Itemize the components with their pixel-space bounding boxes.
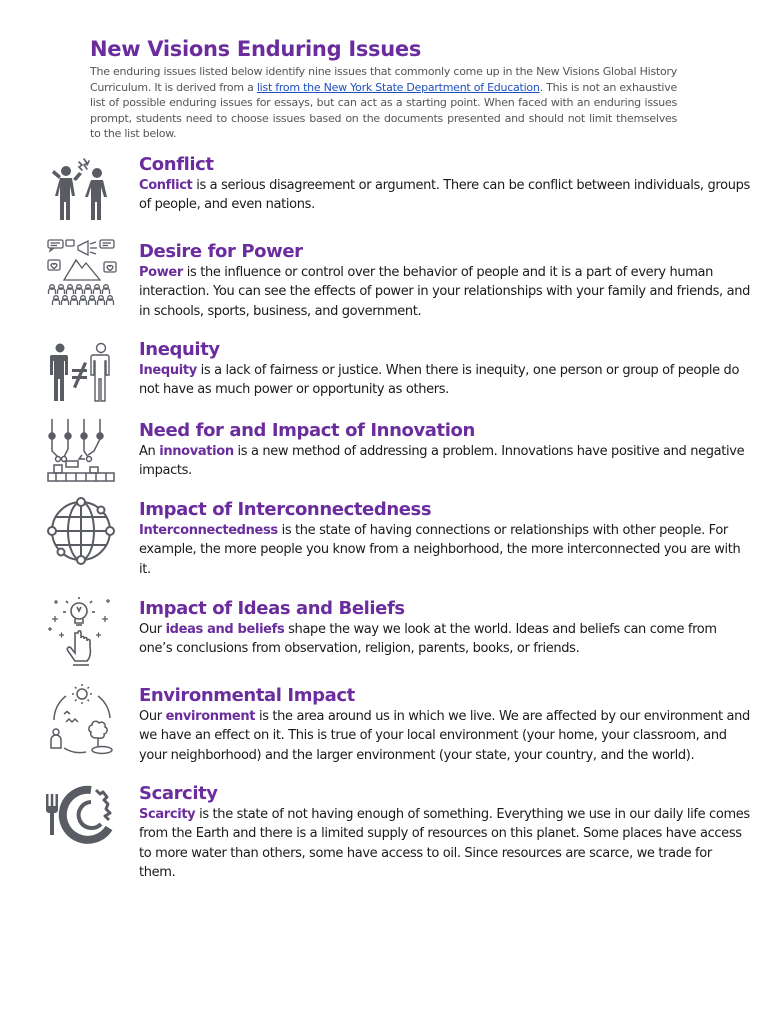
issue-title: Impact of Interconnectedness	[139, 499, 432, 520]
intro-paragraph	[90, 64, 677, 142]
issue-body: is a new method of addressing a problem. Innovations have positive and negative impacts.	[139, 444, 745, 479]
issue-title: Need for and Impact of Innovation	[139, 420, 475, 441]
intro-text-before-link: The enduring issues listed below identify nine issues that commonly come up in the New Visions Global History Curriculum. It is derived from a	[90, 65, 677, 94]
power-crowd-icon	[44, 236, 120, 312]
issue-body: is the state of having connections or relationships with other people. For example, the more people you know from a neighborhood, the more interconnected you are with it.	[139, 523, 741, 577]
issue-description	[139, 263, 751, 321]
issue-term: Interconnectedness	[139, 523, 278, 538]
issue-body: is a serious disagreement or argument. There can be conflict between individuals, groups of people, and even nations.	[139, 178, 750, 213]
issue-title: Inequity	[139, 339, 220, 360]
robotic-arms-icon	[44, 415, 120, 491]
issue-term: innovation	[159, 444, 234, 459]
nysed-list-link[interactable]: list from the New York State Department of Education	[256, 80, 540, 94]
issue-body: shape the way we look at the world. Ideas and beliefs can come from one’s conclusions from observation, religion, parents, books, or friends.	[139, 622, 717, 657]
issue-description	[139, 805, 751, 882]
fork-plate-icon	[44, 780, 120, 856]
issue-term: Scarcity	[139, 807, 196, 822]
issue-title: Scarcity	[139, 783, 218, 804]
issue-body: is a lack of fairness or justice. When there is inequity, one person or group of people do not have as much power or opportunity as others.	[139, 363, 740, 398]
issue-prefix: An	[139, 444, 160, 459]
issue-title: Conflict	[139, 154, 214, 175]
issue-body: is the state of not having enough of something. Everything we use in our daily life comes from the Earth and there is a limited supply of resources on this planet. Some places have access to more water than others, some have access to oil. Since resources are scarce, we trade for them.	[139, 807, 750, 880]
intro-text-after-link: . This is not an exhaustive list of possible enduring issues for essays, but can act as a starting point. When faced with an enduring issues prompt, students need to choose issues based on the documents presented and should not limit themselves to the list below.	[90, 80, 678, 140]
issue-description	[139, 521, 751, 579]
issue-description	[139, 707, 751, 765]
network-globe-icon	[44, 497, 120, 573]
issue-term: Conflict	[139, 178, 193, 193]
lightbulb-hand-icon	[44, 597, 120, 673]
issue-description	[139, 176, 751, 215]
issue-term: ideas and beliefs	[165, 622, 285, 637]
issue-title: Desire for Power	[139, 241, 303, 262]
not-equal-people-icon	[44, 336, 120, 412]
issue-term: Power	[139, 265, 183, 280]
issue-title: Environmental Impact	[139, 685, 355, 706]
issue-description	[139, 361, 751, 400]
issue-term: environment	[165, 709, 256, 724]
environment-cycle-icon	[44, 682, 120, 758]
issue-body: is the influence or control over the behavior of people and it is a part of every human interaction. You can see the effects of power in your relationships with your family and friends, and in schools, sports, business, and government.	[139, 265, 750, 319]
issue-description	[139, 620, 751, 659]
issue-title: Impact of Ideas and Beliefs	[139, 598, 405, 619]
issue-prefix: Our	[139, 622, 166, 637]
issue-prefix: Our	[139, 709, 166, 724]
issue-body: is the area around us in which we live. We are affected by our environment and we have an effect on it. This is true of your local environment (your home, your classroom, and your neighborhood) and the larger environment (your state, your country, and the world).	[139, 709, 750, 763]
issue-description	[139, 442, 751, 481]
page-title: New Visions Enduring Issues	[90, 37, 422, 61]
issue-term: Inequity	[139, 363, 197, 378]
conflict-icon	[44, 154, 120, 230]
